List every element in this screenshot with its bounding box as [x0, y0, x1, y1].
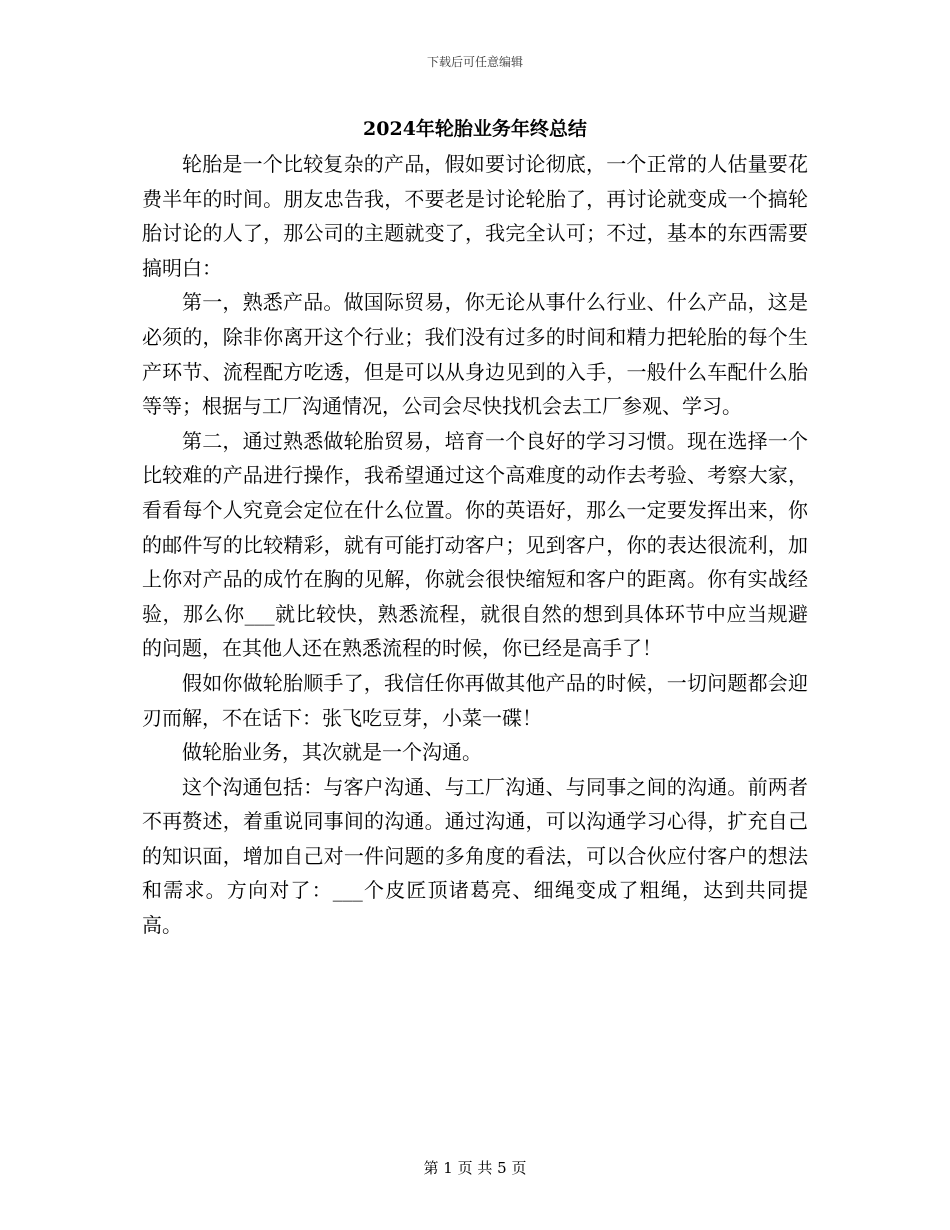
document-title: 2024年轮胎业务年终总结 — [363, 118, 587, 140]
paragraph-first-point: 第一，熟悉产品。做国际贸易，你无论从事什么行业、什么产品，这是必须的，除非你离开这个行业；我们没有过多的时间和精力把轮胎的每个生产环节、流程配方吃透，但是可以从身边见到的入手，一般什么车配什么胎等等；根据与工厂沟通情况，公司会尽快找机会去工厂参观、学习。 — [142, 290, 808, 419]
document-body — [142, 147, 808, 943]
paragraph-communication-detail: 这个沟通包括：与客户沟通、与工厂沟通、与同事之间的沟通。前两者不再赘述，着重说同事间的沟通。通过沟通，可以沟通学习心得，扩充自己的知识面，增加自己对一件问题的多角度的看法，可以合伙应付客户的想法和需求。方向对了：___个皮匠顶诸葛亮、细绳变成了粗绳，达到共同提高。 — [142, 774, 808, 938]
page-number: 第 1 页 共 5 页 — [423, 1159, 527, 1177]
paragraph-intro: 轮胎是一个比较复杂的产品，假如要讨论彻底，一个正常的人估量要花费半年的时间。朋友忠告我，不要老是讨论轮胎了，再讨论就变成一个搞轮胎讨论的人了，那公司的主题就变了，我完全认可；不过，基本的东西需要搞明白： — [142, 152, 808, 280]
paragraph-second-point: 第二，通过熟悉做轮胎贸易，培育一个良好的学习习惯。现在选择一个比较难的产品进行操作，我希望通过这个高难度的动作去考验、考察大家，看看每个人究竟会定位在什么位置。你的英语好，那么一定要发挥出来，你的邮件写的比较精彩，就有可能打动客户；见到客户，你的表达很流利，加上你对产品的成竹在胸的见解，你就会很快缩短和客户的距离。你有实战经验，那么你___就比较快，熟悉流程，就很自然的想到具体环节中应当规避的问题，在其他人还在熟悉流程的时候，你已经是高手了！ — [142, 428, 808, 661]
paragraph-tire-mastery: 假如你做轮胎顺手了，我信任你再做其他产品的时候，一切问题都会迎刃而解，不在话下：张飞吃豆芽，小菜一碟！ — [142, 670, 808, 730]
paragraph-communication-intro: 做轮胎业务，其次就是一个沟通。 — [182, 740, 482, 765]
header-note: 下载后可任意编辑 — [426, 55, 523, 69]
